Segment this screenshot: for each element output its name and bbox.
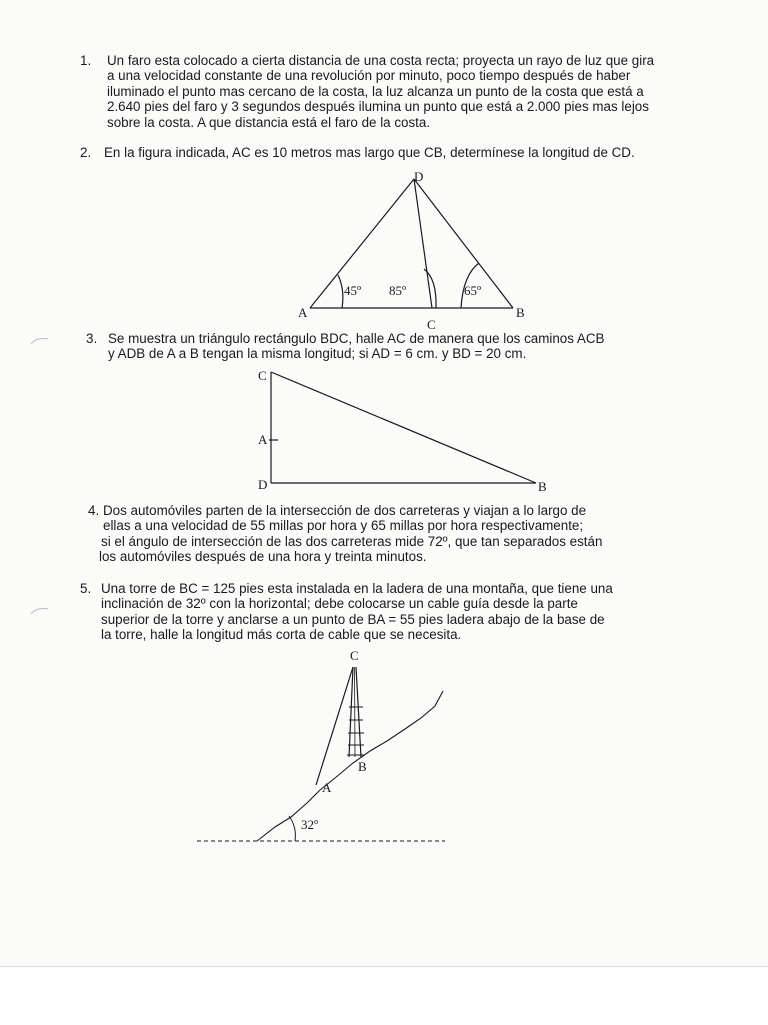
label-c: C bbox=[350, 648, 359, 663]
tower-right-leg bbox=[356, 667, 361, 757]
label-d: D bbox=[414, 169, 424, 184]
label-b: B bbox=[358, 759, 367, 774]
angle-label-45: 45º bbox=[344, 283, 362, 298]
figure-5-tower-slope bbox=[195, 645, 455, 850]
problem-text bbox=[99, 503, 603, 565]
label-d: D bbox=[258, 477, 268, 492]
problem-number: 3. bbox=[86, 331, 98, 346]
problem-number: 1. bbox=[80, 53, 92, 68]
scan-mark bbox=[30, 336, 50, 346]
angle-arc-45 bbox=[338, 275, 343, 308]
problem-line: Un faro esta colocado a cierta distancia de una costa recta; proyecta un rayo de luz que gira bbox=[107, 53, 655, 68]
problem-text bbox=[107, 53, 654, 130]
problem-line: los automóviles después de una hora y treinta minutos. bbox=[99, 549, 427, 565]
angle-label-32: 32º bbox=[301, 817, 319, 832]
label-b: B bbox=[516, 305, 525, 320]
problem-line: sobre la costa. A que distancia está el faro de la costa. bbox=[107, 114, 431, 130]
problem-line: Dos automóviles parten de la intersección de dos carreteras y viajan a lo largo de bbox=[103, 503, 587, 518]
angle-arc-32 bbox=[289, 816, 295, 841]
tower-left-leg bbox=[349, 667, 353, 757]
angle-label-85: 85º bbox=[389, 283, 407, 298]
problem-line: superior de la torre y anclarse a un punto de BA = 55 pies ladera abajo de la base de bbox=[101, 611, 605, 627]
label-b: B bbox=[538, 479, 547, 494]
problem-number: 2. bbox=[80, 145, 92, 160]
problem-line: En la figura indicada, AC es 10 metros mas largo que CB, determínese la longitud de CD. bbox=[104, 145, 635, 160]
problem-line: a una velocidad constante de una revolución por minuto, poco tiempo después de haber bbox=[107, 68, 631, 84]
label-c: C bbox=[427, 317, 436, 332]
problem-line: Se muestra un triángulo rectángulo BDC, halle AC de manera que los caminos ACB bbox=[108, 331, 605, 346]
angle-arc-85 bbox=[424, 269, 436, 308]
problem-text bbox=[104, 145, 635, 160]
figure-3-right-triangle bbox=[250, 362, 560, 497]
problem-line: ellas a una velocidad de 55 millas por hora y 65 millas por hora respectivamente; bbox=[103, 518, 584, 534]
problem-line: iluminado el punto mas cercano de la costa, la luz alcanza un punto de la costa que está a bbox=[107, 83, 644, 99]
label-c: C bbox=[258, 368, 267, 383]
figure-2-triangle bbox=[290, 165, 530, 335]
tower-center-line bbox=[355, 667, 356, 757]
problem-line: y ADB de A a B tengan la misma longitud; si AD = 6 cm. y BD = 20 cm. bbox=[108, 346, 527, 362]
scan-mark bbox=[30, 606, 50, 616]
side-cb bbox=[271, 372, 536, 483]
problem-line: 2.640 pies del faro y 3 segundos después ilumina un punto que está a 2.000 pies mas lejos bbox=[107, 99, 649, 115]
problem-text bbox=[101, 581, 613, 643]
problem-line: inclinación de 32º con la horizontal; debe colocarse un cable guía desde la parte bbox=[101, 596, 578, 612]
label-a: A bbox=[322, 780, 332, 795]
page-bottom-margin bbox=[0, 966, 768, 1025]
hillside-slope bbox=[257, 691, 443, 841]
problem-number: 4. bbox=[88, 503, 100, 518]
label-a: A bbox=[258, 432, 268, 447]
problem-text bbox=[108, 331, 604, 362]
problem-number: 5. bbox=[80, 581, 92, 596]
angle-label-65: 65º bbox=[464, 283, 482, 298]
problem-line: Una torre de BC = 125 pies esta instalada en la ladera de una montaña, que tiene una bbox=[101, 581, 613, 596]
problem-line: si el ángulo de intersección de las dos carreteras mide 72º, que tan separados están bbox=[101, 533, 603, 549]
problem-line: la torre, halle la longitud más corta de cable que se necesita. bbox=[101, 627, 462, 643]
label-a: A bbox=[298, 305, 308, 320]
